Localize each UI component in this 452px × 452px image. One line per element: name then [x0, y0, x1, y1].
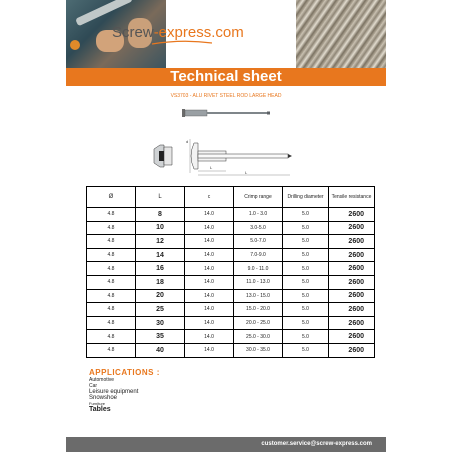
cell-tensile: 2600	[329, 303, 375, 317]
cell-crimp: 13.0 - 15.0	[234, 289, 283, 303]
application-item: Automotive	[89, 377, 115, 383]
cell-crimp: 5.0-7.0	[234, 235, 283, 249]
cell-head: 14.0	[185, 262, 234, 276]
product-title: VS3703 - ALU RIVET STEEL ROD LARGE HEAD	[170, 93, 282, 99]
col-header-diameter: Ø	[87, 187, 136, 208]
cell-diameter: 4.8	[87, 275, 136, 289]
cell-length: 18	[136, 275, 185, 289]
applications-title: APPLICATIONS :	[89, 368, 160, 377]
cell-diameter: 4.8	[87, 343, 136, 357]
cell-crimp: 3.0-5.0	[234, 221, 283, 235]
cell-length: 14	[136, 248, 185, 262]
rivet-technical-drawing	[150, 135, 300, 177]
sheet-title: Technical sheet	[170, 68, 282, 85]
cell-length: 8	[136, 208, 185, 222]
cell-diameter: 4.8	[87, 248, 136, 262]
cell-tensile: 2600	[329, 221, 375, 235]
cell-head: 14.0	[185, 289, 234, 303]
applications-section	[89, 368, 160, 413]
application-item: Snowshoe	[89, 395, 118, 401]
cell-length: 30	[136, 316, 185, 330]
cell-crimp: 1.0 - 3.0	[234, 208, 283, 222]
application-item: Leisure equipment	[89, 389, 139, 395]
table-row	[87, 316, 375, 330]
table-row	[87, 275, 375, 289]
cell-crimp: 30.0 - 35.0	[234, 343, 283, 357]
cell-head: 14.0	[185, 235, 234, 249]
cell-diameter: 4.8	[87, 235, 136, 249]
svg-text:L: L	[245, 170, 248, 175]
table-row	[87, 289, 375, 303]
cell-head: 14.0	[185, 343, 234, 357]
cell-head: 14.0	[185, 248, 234, 262]
cell-diameter: 4.8	[87, 303, 136, 317]
rivet-image	[182, 106, 272, 120]
cell-diameter: 4.8	[87, 221, 136, 235]
table-row	[87, 235, 375, 249]
cell-crimp: 20.0 - 25.0	[234, 316, 283, 330]
svg-text:L: L	[210, 165, 213, 170]
cell-length: 35	[136, 330, 185, 344]
cell-crimp: 15.0 - 20.0	[234, 303, 283, 317]
cell-length: 16	[136, 262, 185, 276]
table-row	[87, 330, 375, 344]
cell-drill: 5.0	[283, 262, 329, 276]
cell-crimp: 9.0 - 11.0	[234, 262, 283, 276]
svg-text:d: d	[186, 139, 189, 144]
footer-email-link[interactable]: customer.service@screw-express.com	[261, 441, 372, 447]
col-header-drilling-diameter: Drilling diameter	[283, 187, 329, 208]
cell-length: 25	[136, 303, 185, 317]
cell-head: 14.0	[185, 221, 234, 235]
table-row	[87, 343, 375, 357]
cell-crimp: 11.0 - 13.0	[234, 275, 283, 289]
col-header-length: L	[136, 187, 185, 208]
cell-crimp: 7.0-9.0	[234, 248, 283, 262]
cell-tensile: 2600	[329, 248, 375, 262]
cell-drill: 5.0	[283, 248, 329, 262]
cell-tensile: 2600	[329, 235, 375, 249]
spec-table	[86, 186, 375, 358]
cell-tensile: 2600	[329, 208, 375, 222]
cell-head: 14.0	[185, 208, 234, 222]
cell-head: 14.0	[185, 316, 234, 330]
table-row	[87, 248, 375, 262]
cell-length: 10	[136, 221, 185, 235]
cell-drill: 5.0	[283, 343, 329, 357]
cell-tensile: 2600	[329, 289, 375, 303]
cell-crimp: 25.0 - 30.0	[234, 330, 283, 344]
col-header-crimp-range: Crimp range	[234, 187, 283, 208]
cell-diameter: 4.8	[87, 330, 136, 344]
table-row	[87, 208, 375, 222]
cell-head: 14.0	[185, 303, 234, 317]
table-row	[87, 262, 375, 276]
cell-tensile: 2600	[329, 275, 375, 289]
logo-swoosh-icon	[152, 40, 212, 46]
col-header-tensile: Tensile resistance	[329, 187, 375, 208]
cell-drill: 5.0	[283, 275, 329, 289]
cell-drill: 5.0	[283, 235, 329, 249]
application-item: Tables	[89, 406, 111, 413]
screws-photo	[296, 0, 386, 68]
table-row	[87, 303, 375, 317]
cell-length: 40	[136, 343, 185, 357]
cell-tensile: 2600	[329, 330, 375, 344]
cell-length: 20	[136, 289, 185, 303]
site-logo	[112, 24, 244, 41]
cell-tensile: 2600	[329, 262, 375, 276]
table-row	[87, 221, 375, 235]
cell-length: 12	[136, 235, 185, 249]
cell-drill: 5.0	[283, 289, 329, 303]
col-header-head: c	[185, 187, 234, 208]
application-item: Furniture	[89, 401, 106, 406]
cell-diameter: 4.8	[87, 262, 136, 276]
cell-tensile: 2600	[329, 343, 375, 357]
cell-drill: 5.0	[283, 316, 329, 330]
logo-main-text: Screw	[112, 24, 154, 41]
cell-head: 14.0	[185, 330, 234, 344]
logo-accent-text: -express.com	[153, 24, 244, 41]
application-item: Car	[89, 383, 98, 389]
cell-diameter: 4.8	[87, 316, 136, 330]
cell-diameter: 4.8	[87, 208, 136, 222]
cell-drill: 5.0	[283, 221, 329, 235]
cell-tensile: 2600	[329, 316, 375, 330]
cell-head: 14.0	[185, 275, 234, 289]
cell-drill: 5.0	[283, 208, 329, 222]
table-header-row	[87, 187, 375, 208]
cell-drill: 5.0	[283, 303, 329, 317]
cell-diameter: 4.8	[87, 289, 136, 303]
cell-drill: 5.0	[283, 330, 329, 344]
